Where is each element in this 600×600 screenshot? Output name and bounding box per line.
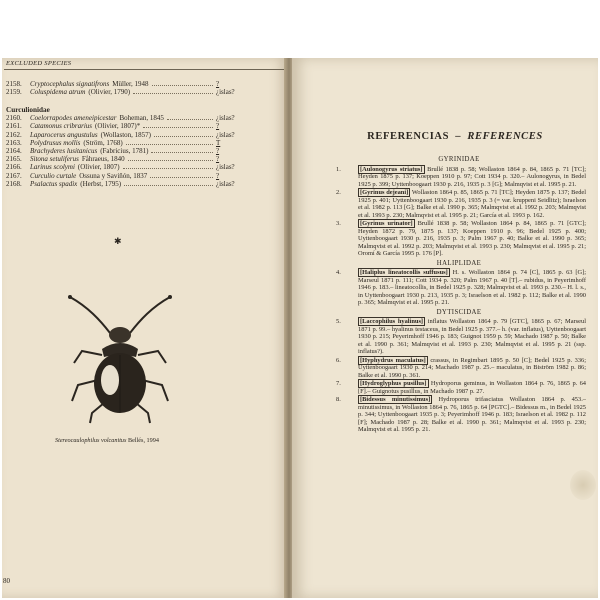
species-name: Polydrusus mollis bbox=[30, 138, 81, 147]
species-row bbox=[6, 88, 246, 96]
species-name: Psalactus spadix bbox=[30, 179, 78, 188]
species-number: 2168. bbox=[6, 179, 22, 188]
reference-number: 7. bbox=[336, 380, 341, 387]
reference-body bbox=[358, 269, 586, 307]
species-row bbox=[6, 163, 246, 171]
species-name: Coelorrapodes ameneipicestar bbox=[30, 114, 117, 123]
species-number: 2158. bbox=[6, 80, 22, 88]
species-row bbox=[6, 155, 246, 163]
dot-leader bbox=[150, 177, 213, 178]
species-row bbox=[6, 180, 246, 188]
reference-body bbox=[358, 318, 586, 356]
reference-number: 3. bbox=[336, 220, 341, 227]
species-row bbox=[6, 147, 246, 155]
taxon-name: [Gyrinus urinator] bbox=[360, 220, 413, 227]
species-author: (Olivier, 1807)* bbox=[95, 122, 141, 131]
species-row bbox=[6, 139, 246, 147]
reference-number: 1. bbox=[336, 165, 341, 173]
species-author: Boheman, 1845 bbox=[119, 114, 164, 123]
species-list-curculionidae bbox=[6, 104, 246, 188]
species-status: ¿islas? bbox=[216, 130, 235, 139]
species-row bbox=[6, 114, 246, 122]
references-title bbox=[330, 131, 580, 142]
species-number: 2163. bbox=[6, 138, 22, 147]
references-list bbox=[332, 154, 586, 435]
species-author: Ossuna y Saviñón, 1837 bbox=[79, 171, 148, 180]
dot-leader bbox=[154, 136, 213, 137]
title-english: REFERENCES bbox=[467, 131, 543, 142]
species-status: ? bbox=[216, 155, 220, 164]
reference-text: Brullé 1838 p. 58; Wollaston 1864 p. 84, 1865 p. 71 [GTC]; Heyden 1872 p. 79, 1875 p. 137; Koeppen 1910 p. 96; Bedel 1925 p. 400; Uyttenboogaart 1930 p. 216, 1935 p. 3; Palm 1967 p. 40; Balke et al. 1990 p. 365; Malmqvist et al. 1992 p. 203; Malmqvist et al. 1993 p. 230; Malmqvist et al. 1995 p. 21; Oromí & García 1995 p. 176 [P]. bbox=[358, 220, 586, 257]
species-status: ? bbox=[216, 80, 220, 88]
reference-text: Hydroporus trifasciatus Wollaston 1864 p. 453.– minutissimus, in Wollaston 1864 p. 76, 1865 p. 64 [PGTC].– Bidessus m., in Bedel 1925 p. 344; Uyttenboogaart 1935 p. 3; Peyerimhoff 1946 p. 183; Israelson et al. 1982 p. 112 [F]; Machado 1987 p. 28; Balke et al. 1990 p. 361; Malmqvist et al. 1993 p. 230; Malmqvist et al. 1995 p. 21. bbox=[358, 396, 586, 433]
taxon-name: [Laccophilus hyalinus] bbox=[360, 318, 424, 325]
reference-number: 6. bbox=[336, 356, 341, 364]
species-name: Coluspidema atrum bbox=[30, 88, 86, 97]
reference-body bbox=[358, 189, 586, 219]
species-author: (Ström, 1768) bbox=[83, 138, 123, 147]
running-head: EXCLUDED SPECIES bbox=[6, 60, 72, 67]
reference-entry bbox=[332, 189, 586, 219]
figure-caption bbox=[55, 437, 159, 444]
family-heading: HALIPLIDAE bbox=[436, 259, 482, 267]
species-name: Sitona setuliferus bbox=[30, 155, 79, 164]
reference-number: 2. bbox=[336, 189, 341, 196]
species-status: ¿islas? bbox=[216, 163, 235, 172]
species-name: Curculio curtale bbox=[30, 171, 77, 180]
species-number: 2166. bbox=[6, 163, 22, 172]
species-author: (Olivier, 1790) bbox=[88, 88, 131, 97]
species-status: ? bbox=[216, 122, 220, 131]
species-author: Müller, 1948 bbox=[112, 80, 149, 88]
species-status: ¿islas? bbox=[216, 179, 235, 188]
title-spanish: REFERENCIAS bbox=[367, 131, 450, 142]
species-name: Brachyderes lusitanicus bbox=[30, 147, 98, 156]
species-number: 2165. bbox=[6, 155, 22, 164]
reference-body bbox=[358, 220, 586, 258]
species-author: (Fabricius, 1781) bbox=[100, 147, 149, 156]
taxon-name: [Gyrinus dejeani] bbox=[360, 189, 409, 196]
paper-stain bbox=[570, 470, 596, 500]
reference-text: crassus, in Regimbart 1895 p. 50 [C]; Bedel 1925 p. 336; Uyttenboogaart 1930 p. 214; Machado 1987 p. 25.– maculatus, in Biström 1982 p. 86; Balke et al. 1990 p. 361. bbox=[358, 356, 586, 379]
species-status: ? bbox=[216, 171, 220, 180]
reference-body bbox=[358, 396, 586, 434]
family-heading: Curculionidae bbox=[6, 106, 50, 114]
species-author: Fåhraeus, 1840 bbox=[81, 155, 125, 164]
species-status: ? bbox=[216, 147, 220, 156]
species-number: 2167. bbox=[6, 171, 22, 180]
species-name: Cryptocephalus signatifrons bbox=[30, 80, 110, 88]
taxon-name: [Bidessus minutissimus] bbox=[360, 396, 431, 403]
page-number: 80 bbox=[3, 577, 10, 585]
species-number: 2162. bbox=[6, 130, 22, 139]
species-author: (Olivier, 1807) bbox=[77, 163, 120, 172]
reference-entry bbox=[332, 380, 586, 395]
species-status: T bbox=[216, 138, 221, 147]
reference-text: Brullé 1838 p. 58; Wollaston 1864 p. 84, 1865 p. 71 [TC]; Heyden 1875 p. 137; Koeppen 1910 p. 97; Cott 1934 p. 320.– Aulonogyrus, in Bedel 1925 p. 399; Uyttenboogaart 1930 p. 216, 1935 p. 3 [G]; Malmqvist et al. 1995 p. 21. bbox=[358, 165, 586, 188]
dot-leader bbox=[126, 144, 213, 145]
taxon-name: [Hyphydrus maculatus] bbox=[360, 356, 426, 364]
species-name: Larinus scolymi bbox=[30, 163, 75, 172]
species-row bbox=[6, 122, 246, 130]
dot-leader bbox=[124, 185, 213, 186]
title-separator: – bbox=[455, 131, 462, 142]
species-row bbox=[6, 172, 246, 180]
taxon-name: [Aulonogyrus striatus] bbox=[360, 165, 423, 173]
species-author: (Herbst, 1795) bbox=[80, 179, 122, 188]
dot-leader bbox=[123, 168, 213, 169]
species-number: 2159. bbox=[6, 88, 22, 97]
species-list-top bbox=[6, 80, 246, 96]
caption-author: Bellés, 1994 bbox=[127, 437, 159, 444]
reference-entry bbox=[332, 166, 586, 189]
dot-leader bbox=[152, 85, 213, 86]
family-heading: DYTISCIDAE bbox=[436, 308, 482, 316]
section-ornament: ✱ bbox=[114, 236, 122, 246]
reference-body bbox=[358, 357, 586, 380]
species-status: ¿islas? bbox=[216, 88, 235, 97]
running-head-rule bbox=[4, 69, 284, 70]
caption-species: Stereocaulophilus volcanitus bbox=[55, 437, 127, 444]
taxon-name: [Haliplus lineatocollis suffusus] bbox=[360, 269, 448, 276]
reference-entry bbox=[332, 220, 586, 258]
reference-text: Hydroporus geminus, in Wollaston 1864 p. 76, 1865 p. 64 [F].– Guignotus pusillus, in Machado 1987 p. 27. bbox=[358, 380, 586, 395]
beetle-illustration bbox=[60, 285, 180, 425]
reference-entry bbox=[332, 318, 586, 356]
reference-text: inflatus Wollaston 1864 p. 79 [GTC], 1865 p. 67; Marseul 1871 p. 99.– hyalinus testaceus, in Bedel 1925 p. 377.– h. (var. inflatus), Uyttenboogaart 1930 p. 215; Peyerimhoff 1946 p. 183; Guignot 1959 p. 59; Machado 1987 p. 50; Balke et al. 1990 p. 361; Malmqvist et al. 1993 p. 230; Malmqvist et al. 1995 p. 21 (ssp. inflatus?). bbox=[358, 318, 586, 355]
dot-leader bbox=[128, 160, 213, 161]
species-number: 2164. bbox=[6, 147, 22, 156]
reference-number: 4. bbox=[336, 269, 341, 276]
reference-entry bbox=[332, 396, 586, 434]
dot-leader bbox=[143, 127, 213, 128]
reference-body bbox=[358, 380, 586, 395]
dot-leader bbox=[167, 119, 213, 120]
species-row bbox=[6, 131, 246, 139]
species-number: 2161. bbox=[6, 122, 22, 131]
reference-text: Wollaston 1864 p. 85, 1865 p. 71 [TC]; Heyden 1875 p. 137; Bedel 1925 p. 401; Uyttenboogaart 1930 p. 216, 1935 p. 3 (= var. kruppeni Seidlitz); Israelson et al. 1982 p. 113 [G]; Balke et al. 1990 p. 365; Malmqvist et al. 1992 p. 203; Malmqvist et al. 1993 p. 230; Malmqvist et al. 1995 p. 21; García et al. 1993 p. 162. bbox=[358, 189, 587, 219]
reference-entry bbox=[332, 269, 586, 307]
reference-entry bbox=[332, 357, 586, 380]
species-row bbox=[6, 80, 246, 88]
reference-number: 5. bbox=[336, 318, 341, 325]
family-heading: GYRINIDAE bbox=[438, 156, 480, 163]
reference-number: 8. bbox=[336, 396, 341, 403]
dot-leader bbox=[151, 152, 213, 153]
dot-leader bbox=[133, 93, 213, 94]
species-name: Catamonus cribrarius bbox=[30, 122, 93, 131]
species-number: 2160. bbox=[6, 114, 22, 123]
taxon-name: [Hydroglyphus pusillus] bbox=[360, 380, 427, 387]
species-status: ¿islas? bbox=[216, 114, 235, 123]
species-name: Laparocerus angustulus bbox=[30, 130, 98, 139]
reference-body bbox=[358, 166, 586, 189]
reference-text: H. s. Wollaston 1864 p. 74 [C], 1865 p. 63 [G]; Marseul 1871 p. 111; Cott 1934 p. 320; Palm 1967 p. 40 [T].– rubidus, in Peyerimhoff 1946 p. 183.– lineatocollis, in Bedel 1925 p. 328; Malmqvist et al. 1993 p. 230.– H. l. s., in Uyttenboogaart 1930 p. 213, 1935 p. 3; Israelson et al. 1982 p. 112; Balke et al. 1990 p. 365; Malmqvist et al. 1995 p. 21. bbox=[358, 269, 586, 306]
species-author: (Wollaston, 1857) bbox=[100, 130, 151, 139]
